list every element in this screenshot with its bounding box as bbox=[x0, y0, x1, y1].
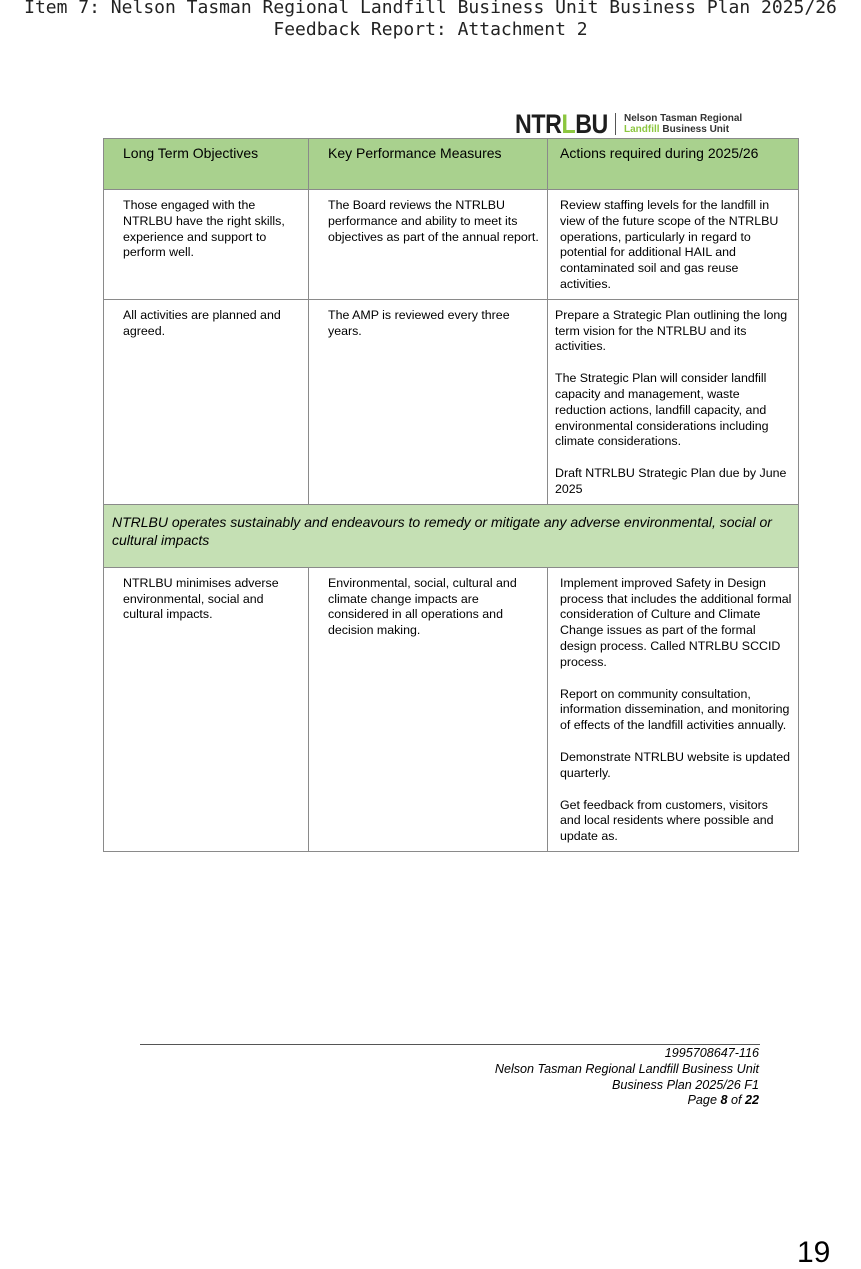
table-row bbox=[104, 567, 799, 851]
logo-divider bbox=[615, 113, 616, 135]
action-item: Prepare a Strategic Plan outlining the long term vision for the NTRLBU and its activities. bbox=[555, 307, 788, 354]
action-item: Demonstrate NTRLBU website is updated quarterly. bbox=[560, 749, 791, 780]
logo-text: Nelson Tasman Regional Landfill Business Unit bbox=[624, 113, 743, 135]
actions-cell bbox=[548, 299, 799, 504]
objective-cell: All activities are planned and agreed. bbox=[104, 299, 309, 504]
action-item: The Strategic Plan will consider landfill capacity and management, waste reduction actions, landfill capacity, and environmental considerations including climate considerations. bbox=[555, 371, 769, 449]
page-stamp-number: 19 bbox=[797, 1236, 831, 1269]
header-key-performance-measures: Key Performance Measures bbox=[309, 139, 548, 190]
header-long-term-objectives: Long Term Objectives bbox=[104, 139, 309, 190]
measure-cell: Environmental, social, cultural and climate change impacts are considered in all operations and decision making. bbox=[309, 567, 548, 851]
footer-doc-id: 1995708647-116 bbox=[664, 1046, 759, 1060]
document-title: Item 7: Nelson Tasman Regional Landfill Business Unit Business Plan 2025/26 Feedback Report: Attachment 2 bbox=[24, 0, 837, 40]
table-header-row bbox=[104, 139, 799, 190]
footer-page-number: Page 8 of 22 bbox=[687, 1093, 759, 1108]
actions-cell bbox=[548, 567, 799, 851]
actions-cell bbox=[548, 190, 799, 300]
footer-plan: Business Plan 2025/26 F1 bbox=[611, 1077, 759, 1092]
measure-cell: The AMP is reviewed every three years. bbox=[309, 299, 548, 504]
header-actions-required: Actions required during 2025/26 bbox=[548, 139, 799, 190]
measure-cell: The Board reviews the NTRLBU performance and ability to meet its objectives as part of the annual report. bbox=[309, 190, 548, 300]
section-heading: NTRLBU operates sustainably and endeavours to remedy or mitigate any adverse environmental, social or cultural impacts bbox=[104, 504, 799, 567]
footer-divider bbox=[140, 1044, 760, 1045]
table-row bbox=[104, 190, 799, 300]
table-row bbox=[104, 299, 799, 504]
ntrlbu-logo bbox=[515, 111, 742, 137]
action-item: Report on community consultation, information dissemination, and monitoring of effects of the landfill activities annually. bbox=[560, 686, 790, 733]
page-footer bbox=[495, 1046, 759, 1109]
action-item: Implement improved Safety in Design process that includes the additional formal consideration of Culture and Climate Change issues as part of the formal design process. Called NTRLBU SCCID process. bbox=[560, 575, 792, 669]
footer-org: Nelson Tasman Regional Landfill Business Unit bbox=[494, 1061, 759, 1076]
objective-cell: NTRLBU minimises adverse environmental, social and cultural impacts. bbox=[104, 567, 309, 851]
objectives-table bbox=[103, 138, 799, 852]
action-item: Review staffing levels for the landfill in view of the future scope of the NTRLBU operations, particularly in regard to potential for additional HAIL and contaminated soil and gas reuse activities. bbox=[560, 198, 779, 291]
action-item: Draft NTRLBU Strategic Plan due by June 2025 bbox=[555, 466, 787, 496]
logo-mark: NTRLBU bbox=[515, 109, 608, 139]
section-heading-row bbox=[104, 504, 799, 567]
action-item: Get feedback from customers, visitors and local residents where possible and update as. bbox=[560, 797, 774, 844]
objective-cell: Those engaged with the NTRLBU have the right skills, experience and support to perform well. bbox=[104, 190, 309, 300]
